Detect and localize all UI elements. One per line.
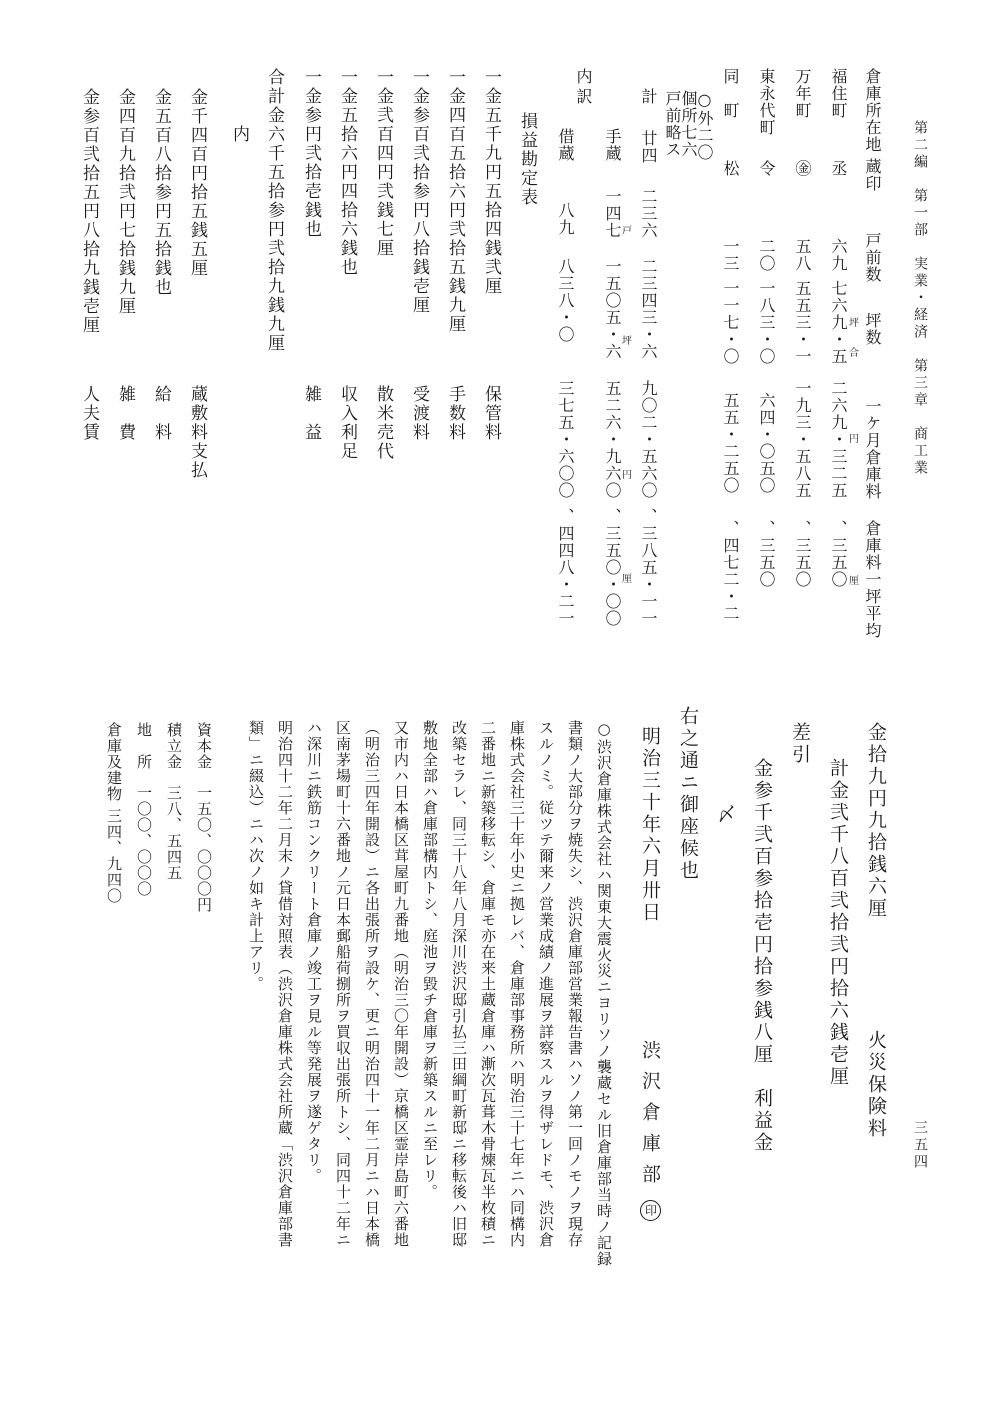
running-header: 第二編 第一部 実業・経済 第三章 商工業	[912, 120, 928, 477]
row-count: 二〇	[757, 238, 776, 272]
income-label: 雑 益	[301, 385, 321, 442]
breakdown-type: 手蔵	[603, 128, 622, 162]
note-line: 敷地全部ハ倉庫部構内トシ、庭池ヲ毀チ倉庫ヲ新築スルニ至レリ。	[421, 720, 439, 1200]
balance-label: 倉庫及建物	[105, 722, 123, 802]
row-avg: 、三五〇	[757, 520, 776, 588]
income-label: 受渡料	[409, 385, 429, 442]
income-amount: 一金四百五拾六円弐拾五銭九厘	[445, 68, 465, 334]
income-label: 収入利足	[337, 385, 357, 461]
row-area: 一一七・〇	[721, 280, 740, 365]
page-number: 三五四	[912, 1120, 928, 1171]
unit-en: 円	[622, 470, 632, 481]
row-count: 五八	[793, 238, 812, 272]
closing-statement: 右之通ニ御座候也	[677, 706, 699, 882]
expense-label: 雑 費	[115, 385, 135, 442]
expense-amount: 金拾九円九拾銭六厘	[865, 722, 887, 920]
expense-amount: 金五百八拾参円五拾銭也	[151, 88, 171, 297]
income-amount: 一金五千九円五拾四銭弐厘	[481, 68, 501, 296]
expense-total: 計金弐千八百弐拾弐円拾六銭壱厘	[827, 758, 849, 1088]
breakdown-area: 八三八・〇	[556, 258, 575, 343]
expense-amount: 金千四百円拾五銭五厘	[187, 88, 207, 278]
income-amount: 一金参円弐拾壱銭也	[301, 68, 321, 239]
document-date: 明治三十年六月卅日	[639, 726, 661, 924]
balance-label: 積立金	[165, 722, 183, 770]
note-line: 又市内ハ日本橋区茸屋町九番地（明治三〇年開設）京橋区霊岸島町六番地	[392, 720, 410, 1248]
note-line: 書類ノ大部分ヲ焼失シ、渋沢倉庫部営業報告書ハソノ第一回ノモノヲ現存	[566, 720, 584, 1248]
expense-inner-label: 内	[229, 125, 249, 144]
breakdown-type: 借蔵	[556, 128, 575, 162]
income-amount: 一金五拾六円四拾六銭也	[337, 68, 357, 277]
note-line: 明治四十二年二月末ノ貸借対照表（渋沢倉庫株式会社所蔵「渋沢倉庫部書	[276, 720, 294, 1248]
total-count: 廿四	[639, 130, 658, 164]
breakdown-avg: 、四四八・二一	[556, 508, 575, 627]
balance-label: 地 所	[135, 722, 153, 770]
balance-value: 一五〇、〇〇〇円	[195, 785, 213, 913]
income-label: 手数料	[445, 385, 465, 442]
closing-mark: 〆	[714, 804, 736, 826]
expense-label: 蔵敷料支払	[187, 385, 207, 480]
total-area: 二三四三・六	[639, 258, 658, 360]
total-count2: 二三六	[639, 188, 658, 239]
row-count: 一三	[721, 238, 740, 272]
breakdown-label: 内訳	[574, 68, 593, 108]
row-place: 万年町	[793, 68, 812, 119]
expense-amount: 金参百弐拾五円八拾九銭壱厘	[79, 88, 99, 335]
balance-value: 三八、五四五	[165, 785, 183, 881]
row-mark: 丞	[829, 160, 848, 177]
expense-amount: 金四百九拾弐円七拾銭九厘	[115, 88, 135, 316]
row-place: 福住町	[829, 68, 848, 119]
unit-tsubo: 坪	[622, 336, 632, 347]
note-line: スルノミ。従ツテ爾来ノ営業成績ノ進展ヲ詳察スルヲ得ザレドモ、渋沢倉	[537, 720, 555, 1248]
expense-label: 人夫賃	[79, 385, 99, 442]
note-line: 類」ニ綴込）ニハ次ノ如キ計上アリ。	[247, 720, 265, 992]
total-label: 計	[639, 88, 658, 105]
income-amount: 一金弐百四円弐銭七厘	[373, 68, 393, 258]
row-area: 七六九・五	[829, 280, 848, 365]
table-header-fee: 一ケ月倉庫料	[863, 398, 882, 500]
income-label: 保管料	[481, 385, 501, 442]
note-line: （明治三四年開設）ニ各出張所ヲ設ケ、更ニ明治四十一年二月ニハ日本橋	[363, 720, 381, 1248]
row-fee: 一九三・五八五	[793, 380, 812, 499]
row-mark: 松	[721, 160, 740, 177]
income-label: 散米売代	[373, 385, 393, 461]
row-fee: 五五・二五〇	[721, 392, 740, 494]
diff-label: 差引	[789, 722, 811, 766]
note-line: 庫株式会社三十年小史ニ拠レバ、倉庫部事務所ハ明治三十七年ニハ同構内	[508, 720, 526, 1248]
seal-stamp	[640, 1200, 661, 1221]
balance-label: 資本金	[195, 722, 213, 770]
table-header-avg: 倉庫料一坪平均	[863, 520, 882, 639]
table-header-count: 戸前数	[863, 232, 882, 283]
expense-label: 火災保険料	[865, 1030, 887, 1140]
unit-tsubo: 坪	[849, 318, 859, 329]
row-avg: 、三五〇	[829, 520, 848, 588]
profit-amount: 金参千弐百参拾壱円拾参銭八厘 利益金	[751, 758, 773, 1154]
breakdown-fee: 五二六・九六〇	[603, 380, 622, 499]
breakdown-avg: 、三五〇・〇〇	[603, 508, 622, 627]
balance-value: 一〇〇、〇〇〇	[135, 785, 153, 897]
omission-note: ○外二〇個所七六戸前略ス	[663, 90, 714, 161]
total-avg: 、三八五・一一	[639, 508, 658, 627]
note-line: 改築セラレ、同三十八年八月深川渋沢邸引払三田綱町新邸ニ移転後ハ旧邸	[450, 720, 468, 1248]
seal-label: 印	[643, 1204, 658, 1217]
row-fee: 六四・〇五〇	[757, 392, 776, 494]
note-line: 区南茅場町十六番地ノ元日本郵船荷捌所ヲ買収出張所トシ、同四十二年ニ	[334, 720, 352, 1248]
table-header-location: 倉庫所在地	[863, 68, 882, 153]
signature: 渋沢倉庫部	[639, 1040, 661, 1195]
row-area: 一八三・〇	[757, 280, 776, 365]
table-header-mark: 蔵印	[863, 158, 882, 192]
unit-rin: 厘	[622, 574, 632, 585]
pl-title: 損益勘定表	[517, 112, 537, 207]
breakdown-count: 八九	[556, 202, 575, 236]
unit-rin: 厘	[849, 576, 859, 587]
income-amount: 一金参百弐拾参円八拾銭壱厘	[409, 68, 429, 315]
note-line: ○渋沢倉庫株式会社ハ関東大震火災ニヨリソノ襲蔵セル旧倉庫部当時ノ記録	[595, 720, 613, 1267]
row-avg: 、四七二・二	[721, 520, 740, 622]
expense-label: 給 料	[151, 385, 171, 442]
breakdown-fee: 三七五・六〇〇	[556, 380, 575, 499]
row-place: 同 町	[721, 68, 740, 119]
pl-total: 合計金六千五拾参円弐拾九銭九厘	[264, 68, 284, 353]
table-header-area: 坪数	[863, 312, 882, 346]
note-line: ハ深川ニ鉄筋コンクリート倉庫ノ竣工ヲ見ル等発展ヲ遂ゲタリ。	[305, 720, 323, 1184]
unit-en: 円	[849, 434, 859, 445]
row-avg: 、三五〇	[793, 520, 812, 588]
breakdown-count: 一四七	[603, 188, 622, 239]
balance-value: 三四、九四〇	[105, 808, 123, 904]
row-count: 六九	[829, 238, 848, 272]
row-area: 五五三・一	[793, 280, 812, 365]
note-line: 二番地ニ新築移転シ、倉庫モ亦在来土蔵倉庫ハ漸次瓦葺木骨煉瓦半枚積ニ	[479, 720, 497, 1248]
breakdown-area: 一五〇五・六	[603, 258, 622, 360]
row-mark: ㊎	[793, 160, 812, 177]
total-fee: 九〇二・五六〇	[639, 380, 658, 499]
unit-go: 合	[849, 348, 859, 359]
unit-to: 戸	[622, 226, 632, 237]
row-place: 東永代町	[757, 68, 776, 136]
row-mark: 令	[757, 160, 776, 177]
row-fee: 二六九・三二五	[829, 380, 848, 499]
